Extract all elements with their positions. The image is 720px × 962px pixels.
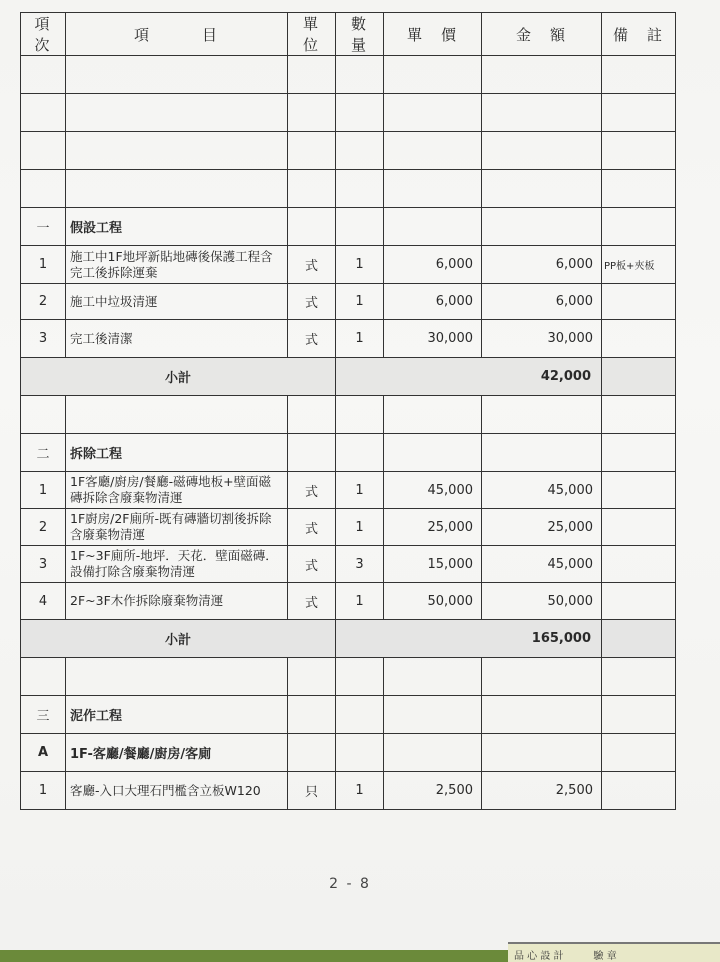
row-price: 15,000 [384, 546, 482, 583]
row-amount: 25,000 [482, 509, 602, 546]
row-price: 50,000 [384, 583, 482, 620]
blank-row [21, 658, 676, 696]
section-no: 二 [21, 434, 66, 472]
subgroup-title: 1F-客廳/餐廳/廚房/客廁 [66, 734, 288, 772]
row-note: PP板+夾板 [602, 246, 676, 284]
subtotal-amount: 165,000 [336, 620, 602, 658]
row-qty: 1 [336, 320, 384, 358]
subtotal-amount: 42,000 [336, 358, 602, 396]
row-no: 1 [21, 472, 66, 509]
subtotal-row [21, 620, 676, 658]
row-price: 25,000 [384, 509, 482, 546]
row-unit: 式 [288, 546, 336, 583]
row-amount: 30,000 [482, 320, 602, 358]
row-unit: 式 [288, 472, 336, 509]
page-number: 2 - 8 [329, 876, 371, 892]
row-no: 2 [21, 509, 66, 546]
header-amount: 金 額 [482, 13, 602, 56]
row-item: 施工中垃圾清運 [66, 284, 288, 320]
row-price: 45,000 [384, 472, 482, 509]
table-row [21, 320, 676, 358]
row-no: 3 [21, 320, 66, 358]
row-unit: 式 [288, 284, 336, 320]
row-qty: 1 [336, 583, 384, 620]
blank-row [21, 56, 676, 94]
row-unit: 式 [288, 583, 336, 620]
subtotal-label: 小計 [21, 620, 336, 658]
header-item: 項 目 [66, 13, 288, 56]
table-row [21, 546, 676, 583]
subtotal-label: 小計 [21, 358, 336, 396]
table-row [21, 246, 676, 284]
quotation-table [20, 12, 676, 810]
row-amount: 2,500 [482, 772, 602, 810]
row-qty: 1 [336, 509, 384, 546]
row-price: 2,500 [384, 772, 482, 810]
row-qty: 3 [336, 546, 384, 583]
header-note: 備 註 [602, 13, 676, 56]
row-price: 6,000 [384, 284, 482, 320]
row-item: 完工後清潔 [66, 320, 288, 358]
row-item: 1F~3F廁所-地坪．天花．壁面磁磚．設備打除含廢棄物清運 [66, 546, 288, 583]
header-no: 項 次 [21, 13, 66, 56]
row-note [602, 772, 676, 810]
table-row [21, 284, 676, 320]
row-amount: 45,000 [482, 472, 602, 509]
header-unit: 單 位 [288, 13, 336, 56]
row-item: 1F客廳/廚房/餐廳-磁磚地板+壁面磁磚拆除含廢棄物清運 [66, 472, 288, 509]
row-qty: 1 [336, 772, 384, 810]
table-row [21, 509, 676, 546]
row-no: 1 [21, 772, 66, 810]
row-note [602, 583, 676, 620]
row-unit: 式 [288, 509, 336, 546]
section-no: 一 [21, 208, 66, 246]
section-row-temporary-works [21, 208, 676, 246]
row-no: 2 [21, 284, 66, 320]
section-row-masonry [21, 696, 676, 734]
row-price: 30,000 [384, 320, 482, 358]
section-title: 假設工程 [66, 208, 288, 246]
subgroup-no: A [21, 734, 66, 772]
section-row-demolition [21, 434, 676, 472]
stamp-text: 品 心 設 計 驗 章 [514, 951, 617, 962]
row-item: 1F廚房/2F廁所-既有磚牆切割後拆除含廢棄物清運 [66, 509, 288, 546]
row-item: 客廳-入口大理石門檻含立板W120 [66, 772, 288, 810]
row-note [602, 284, 676, 320]
table-header-row [21, 13, 676, 56]
section-no: 三 [21, 696, 66, 734]
table-row [21, 772, 676, 810]
header-qty: 數 量 [336, 13, 384, 56]
blank-row [21, 170, 676, 208]
row-unit: 式 [288, 320, 336, 358]
row-note [602, 509, 676, 546]
blank-row [21, 94, 676, 132]
table-row [21, 472, 676, 509]
row-note [602, 546, 676, 583]
row-item: 施工中1F地坪新貼地磚後保護工程含完工後拆除運棄 [66, 246, 288, 284]
blank-row [21, 132, 676, 170]
blank-row [21, 396, 676, 434]
row-no: 3 [21, 546, 66, 583]
row-qty: 1 [336, 246, 384, 284]
row-price: 6,000 [384, 246, 482, 284]
stamp-strip [508, 942, 720, 962]
subtotal-row [21, 358, 676, 396]
row-no: 4 [21, 583, 66, 620]
header-price: 單 價 [384, 13, 482, 56]
row-unit: 只 [288, 772, 336, 810]
row-amount: 6,000 [482, 284, 602, 320]
row-amount: 6,000 [482, 246, 602, 284]
row-note [602, 472, 676, 509]
row-amount: 45,000 [482, 546, 602, 583]
row-item: 2F~3F木作拆除廢棄物清運 [66, 583, 288, 620]
row-qty: 1 [336, 472, 384, 509]
subgroup-row [21, 734, 676, 772]
row-qty: 1 [336, 284, 384, 320]
row-note [602, 320, 676, 358]
row-unit: 式 [288, 246, 336, 284]
table-row [21, 583, 676, 620]
row-amount: 50,000 [482, 583, 602, 620]
row-no: 1 [21, 246, 66, 284]
section-title: 拆除工程 [66, 434, 288, 472]
section-title: 泥作工程 [66, 696, 288, 734]
